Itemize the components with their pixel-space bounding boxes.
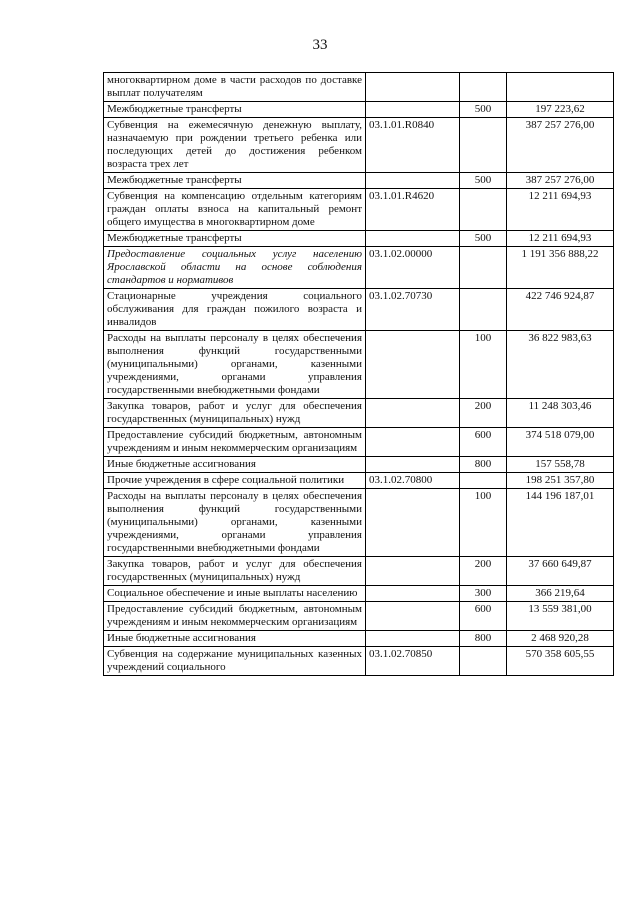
row-expense-type-cell: 100: [460, 489, 507, 557]
table-row: [104, 602, 614, 631]
row-amount-cell: 197 223,62: [507, 102, 614, 118]
row-name-cell: Предоставление социальных услуг населению Ярославской области на основе соблюдения стандартов и нормативов: [104, 247, 366, 289]
row-amount-cell: 11 248 303,46: [507, 399, 614, 428]
row-expense-type-cell: 600: [460, 428, 507, 457]
row-expense-type-cell: [460, 189, 507, 231]
row-name-cell: Предоставление субсидий бюджетным, автономным учреждениям и иным некоммерческим организациям: [104, 602, 366, 631]
row-amount-cell: 422 746 924,87: [507, 289, 614, 331]
table-row: [104, 473, 614, 489]
row-name-cell: Межбюджетные трансферты: [104, 173, 366, 189]
row-name-cell: Субвенция на ежемесячную денежную выплату, назначаемую при рождении третьего ребенка или последующих детей до достижения ребенком возраста трех лет: [104, 118, 366, 173]
row-code-cell: [366, 631, 460, 647]
row-expense-type-cell: 300: [460, 586, 507, 602]
row-name-cell: Иные бюджетные ассигнования: [104, 631, 366, 647]
table-row: [104, 457, 614, 473]
row-code-cell: [366, 428, 460, 457]
row-amount-cell: 13 559 381,00: [507, 602, 614, 631]
row-name-cell: Стационарные учреждения социального обслуживания для граждан пожилого возраста и инвалидов: [104, 289, 366, 331]
row-amount-cell: 387 257 276,00: [507, 118, 614, 173]
row-name-cell: Расходы на выплаты персоналу в целях обеспечения выполнения функций государственными (муниципальными) органами, казенными учреждениями, органами управления государственными внебюджетными фондами: [104, 489, 366, 557]
row-code-cell: [366, 231, 460, 247]
row-amount-cell: 12 211 694,93: [507, 189, 614, 231]
table-row: [104, 289, 614, 331]
row-code-cell: 03.1.02.70800: [366, 473, 460, 489]
row-amount-cell: 366 219,64: [507, 586, 614, 602]
row-code-cell: [366, 586, 460, 602]
row-name-cell: Межбюджетные трансферты: [104, 231, 366, 247]
row-name-cell: Межбюджетные трансферты: [104, 102, 366, 118]
row-name-cell: Субвенция на компенсацию отдельным категориям граждан оплаты взноса на капитальный ремонт общего имущества в многоквартирном доме: [104, 189, 366, 231]
row-name-cell: Предоставление субсидий бюджетным, автономным учреждениям и иным некоммерческим организациям: [104, 428, 366, 457]
table-row: [104, 489, 614, 557]
row-expense-type-cell: 500: [460, 231, 507, 247]
row-expense-type-cell: 500: [460, 102, 507, 118]
budget-table: [103, 72, 614, 676]
row-name-cell: Закупка товаров, работ и услуг для обеспечения государственных (муниципальных) нужд: [104, 557, 366, 586]
row-amount-cell: 374 518 079,00: [507, 428, 614, 457]
table-row: [104, 118, 614, 173]
row-amount-cell: 2 468 920,28: [507, 631, 614, 647]
budget-table-body: [104, 73, 614, 676]
row-code-cell: 03.1.02.70850: [366, 647, 460, 676]
table-row: [104, 189, 614, 231]
row-amount-cell: 570 358 605,55: [507, 647, 614, 676]
table-row: [104, 173, 614, 189]
row-code-cell: 03.1.01.R4620: [366, 189, 460, 231]
row-amount-cell: 144 196 187,01: [507, 489, 614, 557]
row-name-cell: Субвенция на содержание муниципальных казенных учреждений социального: [104, 647, 366, 676]
row-code-cell: [366, 73, 460, 102]
row-expense-type-cell: 200: [460, 557, 507, 586]
row-expense-type-cell: [460, 473, 507, 489]
row-amount-cell: 12 211 694,93: [507, 231, 614, 247]
row-name-cell: Социальное обеспечение и иные выплаты населению: [104, 586, 366, 602]
row-amount-cell: 157 558,78: [507, 457, 614, 473]
row-name-cell: Иные бюджетные ассигнования: [104, 457, 366, 473]
row-expense-type-cell: [460, 73, 507, 102]
row-name-cell: Расходы на выплаты персоналу в целях обеспечения выполнения функций государственными (муниципальными) органами, казенными учреждениями, органами управления государственными внебюджетными фондами: [104, 331, 366, 399]
row-expense-type-cell: 100: [460, 331, 507, 399]
table-row: [104, 73, 614, 102]
row-code-cell: 03.1.02.70730: [366, 289, 460, 331]
table-row: [104, 586, 614, 602]
table-row: [104, 399, 614, 428]
row-code-cell: 03.1.02.00000: [366, 247, 460, 289]
row-expense-type-cell: 500: [460, 173, 507, 189]
row-amount-cell: 36 822 983,63: [507, 331, 614, 399]
page-number: 33: [312, 37, 328, 53]
row-code-cell: [366, 489, 460, 557]
row-code-cell: [366, 331, 460, 399]
row-expense-type-cell: [460, 647, 507, 676]
table-row: [104, 631, 614, 647]
row-expense-type-cell: 200: [460, 399, 507, 428]
row-expense-type-cell: 800: [460, 457, 507, 473]
row-code-cell: [366, 557, 460, 586]
row-expense-type-cell: [460, 118, 507, 173]
row-expense-type-cell: [460, 289, 507, 331]
row-expense-type-cell: [460, 247, 507, 289]
table-row: [104, 102, 614, 118]
row-code-cell: [366, 399, 460, 428]
row-name-cell: многоквартирном доме в части расходов по доставке выплат получателям: [104, 73, 366, 102]
row-amount-cell: 198 251 357,80: [507, 473, 614, 489]
table-row: [104, 247, 614, 289]
row-amount-cell: 37 660 649,87: [507, 557, 614, 586]
row-code-cell: [366, 173, 460, 189]
row-expense-type-cell: 600: [460, 602, 507, 631]
row-code-cell: [366, 602, 460, 631]
row-amount-cell: 1 191 356 888,22: [507, 247, 614, 289]
row-code-cell: [366, 457, 460, 473]
table-row: [104, 557, 614, 586]
row-code-cell: [366, 102, 460, 118]
table-row: [104, 428, 614, 457]
table-row: [104, 331, 614, 399]
row-name-cell: Прочие учреждения в сфере социальной политики: [104, 473, 366, 489]
row-amount-cell: 387 257 276,00: [507, 173, 614, 189]
row-amount-cell: [507, 73, 614, 102]
table-row: [104, 231, 614, 247]
table-row: [104, 647, 614, 676]
row-name-cell: Закупка товаров, работ и услуг для обеспечения государственных (муниципальных) нужд: [104, 399, 366, 428]
row-expense-type-cell: 800: [460, 631, 507, 647]
row-code-cell: 03.1.01.R0840: [366, 118, 460, 173]
